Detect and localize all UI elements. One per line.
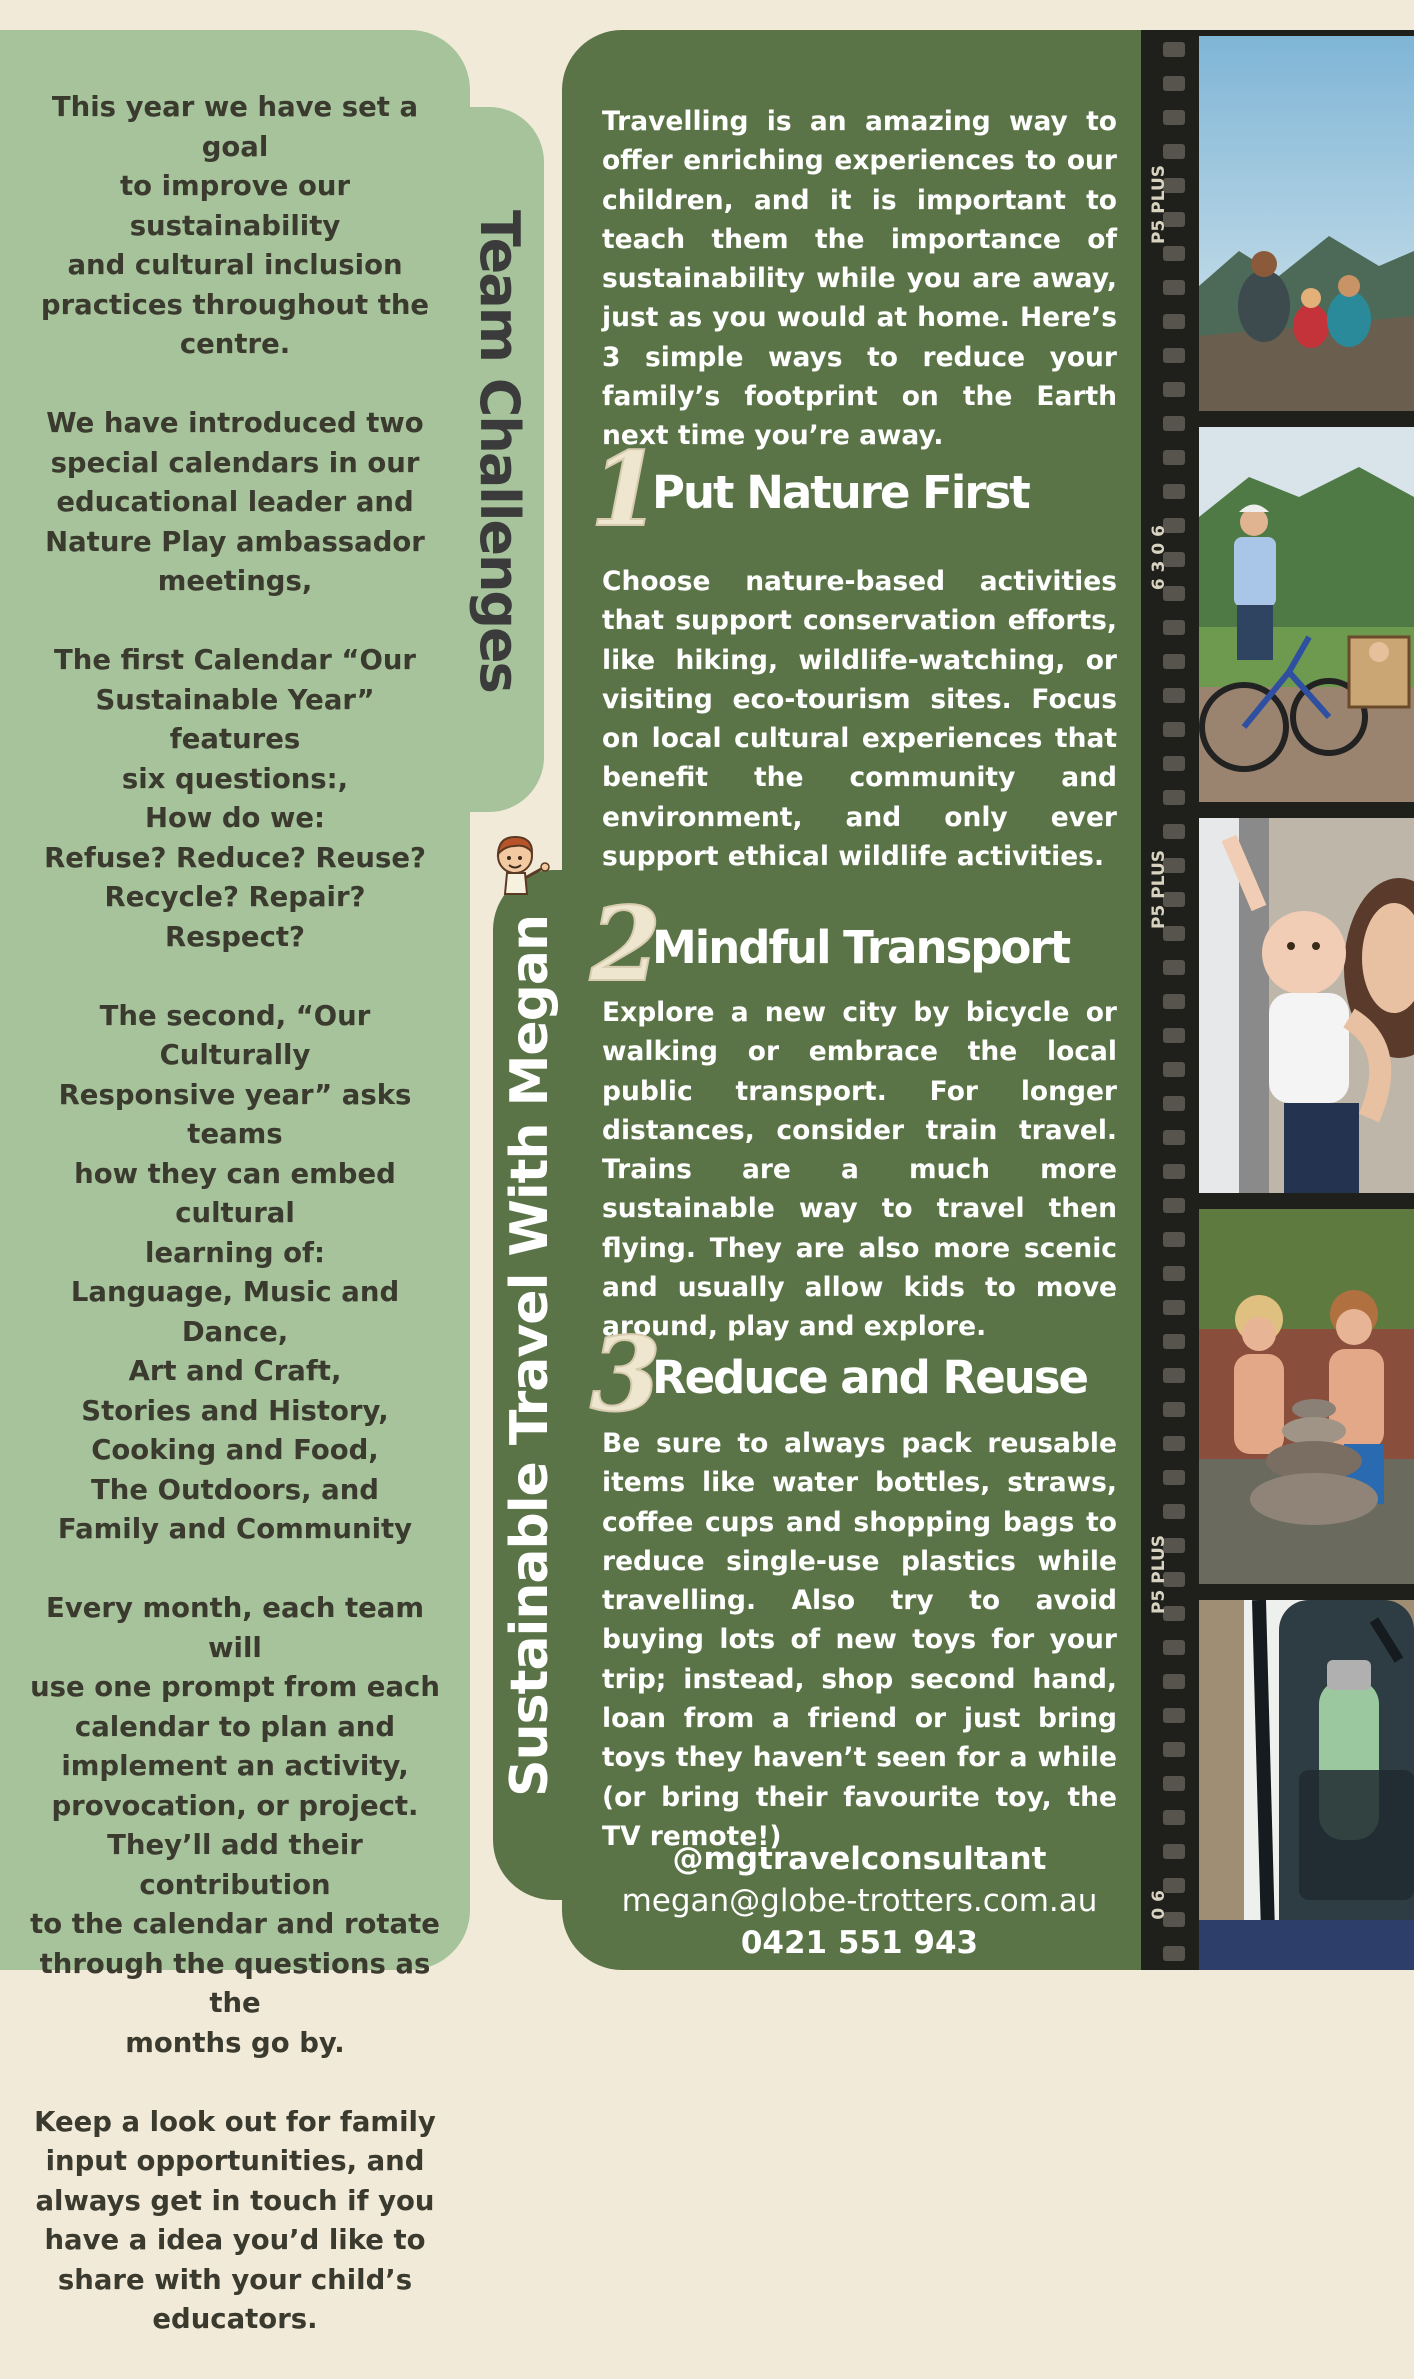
contact-block xyxy=(602,1838,1117,1964)
left-line: use one prompt from each xyxy=(30,1671,440,1703)
sprocket-hole xyxy=(1163,1198,1185,1213)
sprocket-hole xyxy=(1163,756,1185,771)
sprocket-hole xyxy=(1163,1844,1185,1859)
photo-family-mountains xyxy=(1199,36,1414,411)
social-handle[interactable]: @mgtravelconsultant xyxy=(672,1841,1047,1877)
left-line: implement an activity, xyxy=(61,1750,409,1782)
tip-3-title: Reduce and Reuse xyxy=(652,1351,1088,1404)
sprocket-hole xyxy=(1163,1640,1185,1655)
sprocket-hole xyxy=(1163,1334,1185,1349)
sprocket-hole xyxy=(1163,1062,1185,1077)
film-number-1: 6 3 0 6 xyxy=(1149,525,1169,591)
sprocket-hole xyxy=(1163,960,1185,975)
sprocket-hole xyxy=(1163,824,1185,839)
film-number-2: 0 6 xyxy=(1149,1890,1169,1920)
left-paragraph-5 xyxy=(30,1589,440,2063)
left-paragraph-1 xyxy=(30,88,440,365)
left-line: six questions:, xyxy=(121,762,349,795)
left-line: how they can embed cultural xyxy=(74,1157,396,1229)
left-line: special calendars in our xyxy=(50,446,420,479)
email-link[interactable]: megan@globe-trotters.com.au xyxy=(621,1883,1098,1919)
team-challenges-text xyxy=(30,88,440,2379)
left-line: They’ll add their contribution xyxy=(107,1829,363,1901)
sprocket-hole xyxy=(1163,1266,1185,1281)
left-line: input opportunities, and xyxy=(45,2145,425,2177)
left-paragraph-4 xyxy=(30,997,440,1550)
left-line: to the calendar and rotate xyxy=(30,1908,440,1940)
left-line: Sustainable Year” features xyxy=(95,683,375,755)
left-line: Refuse? Reduce? Reuse? xyxy=(44,841,426,874)
left-line: Recycle? Repair? Respect? xyxy=(104,881,366,953)
tip-1-heading xyxy=(590,430,1130,550)
tip-2-heading xyxy=(590,885,1130,1005)
left-line: learning of: xyxy=(145,1236,325,1269)
film-label-3: P5 PLUS xyxy=(1149,1535,1169,1614)
sprocket-hole xyxy=(1163,1946,1185,1961)
left-line: We have introduced two xyxy=(46,407,424,439)
sprocket-hole xyxy=(1163,144,1185,159)
left-line: months go by. xyxy=(125,2026,345,2059)
left-line: Nature Play ambassador xyxy=(45,525,425,558)
left-line: Language, Music and Dance, xyxy=(70,1276,400,1348)
left-paragraph-2 xyxy=(30,404,440,602)
sprocket-hole xyxy=(1163,1742,1185,1757)
left-line: calendar to plan and xyxy=(74,1710,396,1743)
sprocket-hole xyxy=(1163,1470,1185,1485)
photo-kids-stacking-stones xyxy=(1199,1209,1414,1584)
sprocket-hole xyxy=(1163,314,1185,329)
sprocket-hole xyxy=(1163,110,1185,125)
sprocket-hole xyxy=(1163,76,1185,91)
left-line: The Outdoors, and xyxy=(91,1473,379,1506)
left-line: Art and Craft, xyxy=(128,1355,342,1387)
sprocket-hole xyxy=(1163,1164,1185,1179)
left-line: always get in touch if you xyxy=(35,2184,435,2217)
tip-1-number: 1 xyxy=(590,430,661,550)
sprocket-hole xyxy=(1163,1096,1185,1111)
sprocket-hole xyxy=(1163,1708,1185,1723)
left-line: share with your child’s xyxy=(57,2263,413,2296)
left-paragraph-6 xyxy=(30,2103,440,2340)
sprocket-hole xyxy=(1163,790,1185,805)
film-label-2: P5 PLUS xyxy=(1149,850,1169,929)
sprocket-hole xyxy=(1163,1028,1185,1043)
sprocket-hole xyxy=(1163,994,1185,1009)
left-line: Stories and History, xyxy=(81,1394,389,1427)
photo-cyclist-with-child-trailer xyxy=(1199,427,1414,802)
sprocket-hole xyxy=(1163,42,1185,57)
tip-2-number: 2 xyxy=(590,885,661,1005)
left-line: meetings, xyxy=(157,565,313,597)
sprocket-hole xyxy=(1163,1368,1185,1383)
sprocket-hole xyxy=(1163,450,1185,465)
sprocket-hole xyxy=(1163,688,1185,703)
tip-3-text: Be sure to always pack reusable items like water bottles, straws, coffee cups and shopping bags to reduce single-use plastics while travelling. Also try to avoid buying lots of new toys for your trip; instead, shop second hand, loan from a friend or just bring toys they haven’t seen for a while (or bring their favourite toy, the TV remote!) xyxy=(602,1428,1117,1852)
left-line: The first Calendar “Our xyxy=(54,644,416,676)
left-line: The second, “Our Culturally xyxy=(99,999,371,1071)
sprocket-hole xyxy=(1163,1436,1185,1451)
tip-2-text: Explore a new city by bicycle or walking or embrace the local public transport. For longer distances, consider train travel. Trains are a much more sustainable way to travel then flying. They are also more scenic and usually allow kids to move around, play and explore. xyxy=(602,997,1117,1343)
left-line: educational leader and xyxy=(56,486,414,518)
left-line: This year we have set a goal xyxy=(51,91,419,163)
left-line: Every month, each team will xyxy=(46,1592,424,1664)
sprocket-hole xyxy=(1163,280,1185,295)
sprocket-hole xyxy=(1163,348,1185,363)
cartoon-boy-icon xyxy=(485,828,557,900)
sprocket-hole xyxy=(1163,1810,1185,1825)
sprocket-hole xyxy=(1163,484,1185,499)
sprocket-hole xyxy=(1163,1232,1185,1247)
film-label-1: P5 PLUS xyxy=(1149,165,1169,244)
team-challenges-title: Team Challenges xyxy=(468,210,531,692)
tip-3-heading xyxy=(590,1315,1130,1435)
intro-paragraph: Travelling is an amazing way to offer enriching experiences to our children, and it is important to teach them the importance of sustainability while you are away, just as you would at home. Here’s 3 simple ways to reduce your family’s footprint on the Earth next time you’re away. xyxy=(602,106,1117,452)
sprocket-hole xyxy=(1163,1776,1185,1791)
sprocket-hole xyxy=(1163,654,1185,669)
left-line: provocation, or project. xyxy=(51,1789,419,1822)
left-line: educators. xyxy=(152,2303,318,2335)
sprocket-hole xyxy=(1163,1130,1185,1145)
left-line: and cultural inclusion xyxy=(67,249,403,281)
sprocket-hole xyxy=(1163,416,1185,431)
sprocket-hole xyxy=(1163,620,1185,635)
left-line: Family and Community xyxy=(57,1513,413,1545)
sustainable-travel-title: Sustainable Travel With Megan xyxy=(500,915,560,1797)
sprocket-hole xyxy=(1163,382,1185,397)
tip-3-number: 3 xyxy=(590,1315,661,1435)
left-paragraph-3 xyxy=(30,641,440,957)
photo-backpack-with-reusable-bottle xyxy=(1199,1600,1414,1970)
tip-2-title: Mindful Transport xyxy=(652,921,1070,974)
left-line: practices throughout the xyxy=(40,288,430,321)
sprocket-hole xyxy=(1163,246,1185,261)
sprocket-hole xyxy=(1163,1402,1185,1417)
tip-1-text: Choose nature-based activities that support conservation efforts, like hiking, wildlife-watching, or visiting eco-tourism sites. Focus on local cultural experiences that benefit the community and environment, and only ever support ethical wildlife activities. xyxy=(602,566,1117,873)
left-line: centre. xyxy=(179,328,291,360)
left-line: to improve our sustainability xyxy=(119,170,351,242)
photo-baby-and-mother-at-window xyxy=(1199,818,1414,1193)
left-line: have a idea you’d like to xyxy=(44,2224,426,2256)
left-line: Responsive year” asks teams xyxy=(58,1078,412,1150)
phone-number[interactable]: 0421 551 943 xyxy=(740,1925,979,1961)
left-line: through the questions as the xyxy=(39,1947,431,2019)
left-line: Cooking and Food, xyxy=(91,1434,379,1466)
left-line: How do we: xyxy=(144,802,326,834)
sprocket-hole xyxy=(1163,1674,1185,1689)
sprocket-hole xyxy=(1163,1300,1185,1315)
tip-1-title: Put Nature First xyxy=(652,466,1029,519)
sprocket-hole xyxy=(1163,1504,1185,1519)
sprocket-hole xyxy=(1163,722,1185,737)
left-line: Keep a look out for family xyxy=(34,2105,436,2138)
